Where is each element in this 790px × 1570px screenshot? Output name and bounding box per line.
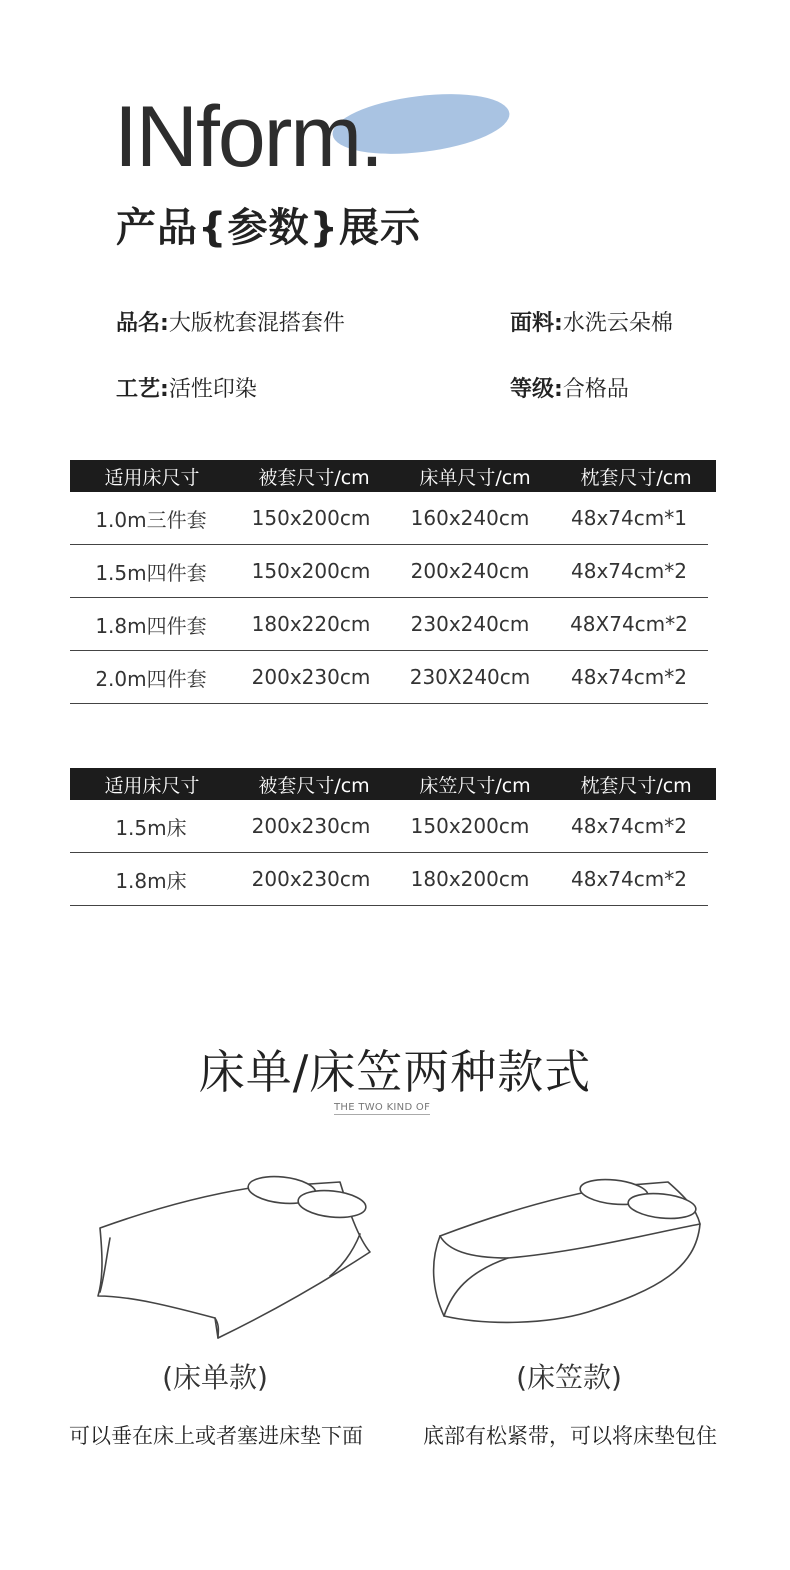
- table-cell: 200x230cm: [251, 665, 371, 689]
- header-cell: 枕套尺寸/cm: [580, 466, 692, 489]
- brand-logo: [114, 89, 534, 185]
- table-cell: 200x230cm: [251, 867, 371, 891]
- table-cell: 48x74cm*2: [571, 814, 687, 838]
- info-name-value: 大版枕套混搭套件: [168, 311, 345, 336]
- table-header: [70, 768, 716, 800]
- header-cell: 适用床尺寸: [104, 774, 200, 797]
- sheet-caption: (床单款): [162, 1361, 268, 1394]
- header-cell: 枕套尺寸/cm: [580, 774, 692, 797]
- info-craft-value: 活性印染: [168, 377, 257, 402]
- table-cell: 150x200cm: [251, 506, 371, 530]
- fitted-caption: (床笠款): [516, 1361, 622, 1394]
- table-row: [70, 651, 708, 704]
- header-cell: 适用床尺寸: [104, 466, 200, 489]
- size-table-sheet: [70, 460, 716, 704]
- table-cell: 1.0m三件套: [95, 507, 207, 532]
- kinds-subtitle: THE TWO KIND OF: [334, 1102, 431, 1113]
- table-cell: 200x240cm: [410, 559, 530, 583]
- table-cell: 160x240cm: [410, 506, 530, 530]
- fitted-sheet-bed-illustration: [428, 1172, 718, 1332]
- info-name: [116, 306, 345, 337]
- size-table-fitted: [70, 768, 716, 906]
- info-craft-label: 工艺:: [116, 377, 169, 402]
- table-cell: 180x220cm: [251, 612, 371, 636]
- logo-text: INform.: [114, 89, 382, 185]
- table-row: [70, 800, 708, 853]
- header-cell: 被套尺寸/cm: [258, 466, 370, 489]
- table-cell: 200x230cm: [251, 814, 371, 838]
- table-cell: 150x200cm: [410, 814, 530, 838]
- table-cell: 1.5m床: [115, 815, 187, 840]
- table-row: [70, 545, 708, 598]
- info-fabric-label: 面料:: [510, 311, 563, 336]
- table-cell: 48x74cm*2: [571, 559, 687, 583]
- table-row: [70, 853, 708, 906]
- kinds-title: 床单/床笠两种款式: [198, 1045, 592, 1099]
- table-row: [70, 492, 708, 545]
- info-grade-label: 等级:: [510, 377, 563, 402]
- table-cell: 1.8m四件套: [95, 613, 207, 638]
- sheet-description: 可以垂在床上或者塞进床垫下面: [69, 1424, 363, 1448]
- table-cell: 1.5m四件套: [95, 560, 207, 585]
- info-fabric: [510, 306, 673, 337]
- header-cell: 床笠尺寸/cm: [419, 774, 531, 797]
- header-cell: 床单尺寸/cm: [419, 466, 531, 489]
- table-cell: 230X240cm: [409, 665, 531, 689]
- table-row: [70, 598, 708, 651]
- info-grade: [510, 372, 629, 403]
- table-cell: 48X74cm*2: [570, 612, 688, 636]
- info-grade-value: 合格品: [562, 377, 629, 402]
- table-cell: 150x200cm: [251, 559, 371, 583]
- table-cell: 48x74cm*2: [571, 867, 687, 891]
- info-name-label: 品名:: [116, 311, 169, 336]
- header-cell: 被套尺寸/cm: [258, 774, 370, 797]
- info-craft: [116, 372, 257, 403]
- table-cell: 1.8m床: [115, 868, 187, 893]
- flat-sheet-bed-illustration: [90, 1168, 390, 1348]
- table-header: [70, 460, 716, 492]
- table-cell: 180x200cm: [410, 867, 530, 891]
- page-subtitle: 产品{参数}展示: [116, 205, 421, 251]
- table-cell: 230x240cm: [410, 612, 530, 636]
- table-cell: 48x74cm*1: [571, 506, 687, 530]
- table-cell: 2.0m四件套: [95, 666, 207, 691]
- info-fabric-value: 水洗云朵棉: [562, 311, 673, 336]
- fitted-description: 底部有松紧带，可以将床垫包住: [423, 1424, 717, 1448]
- table-cell: 48x74cm*2: [571, 665, 687, 689]
